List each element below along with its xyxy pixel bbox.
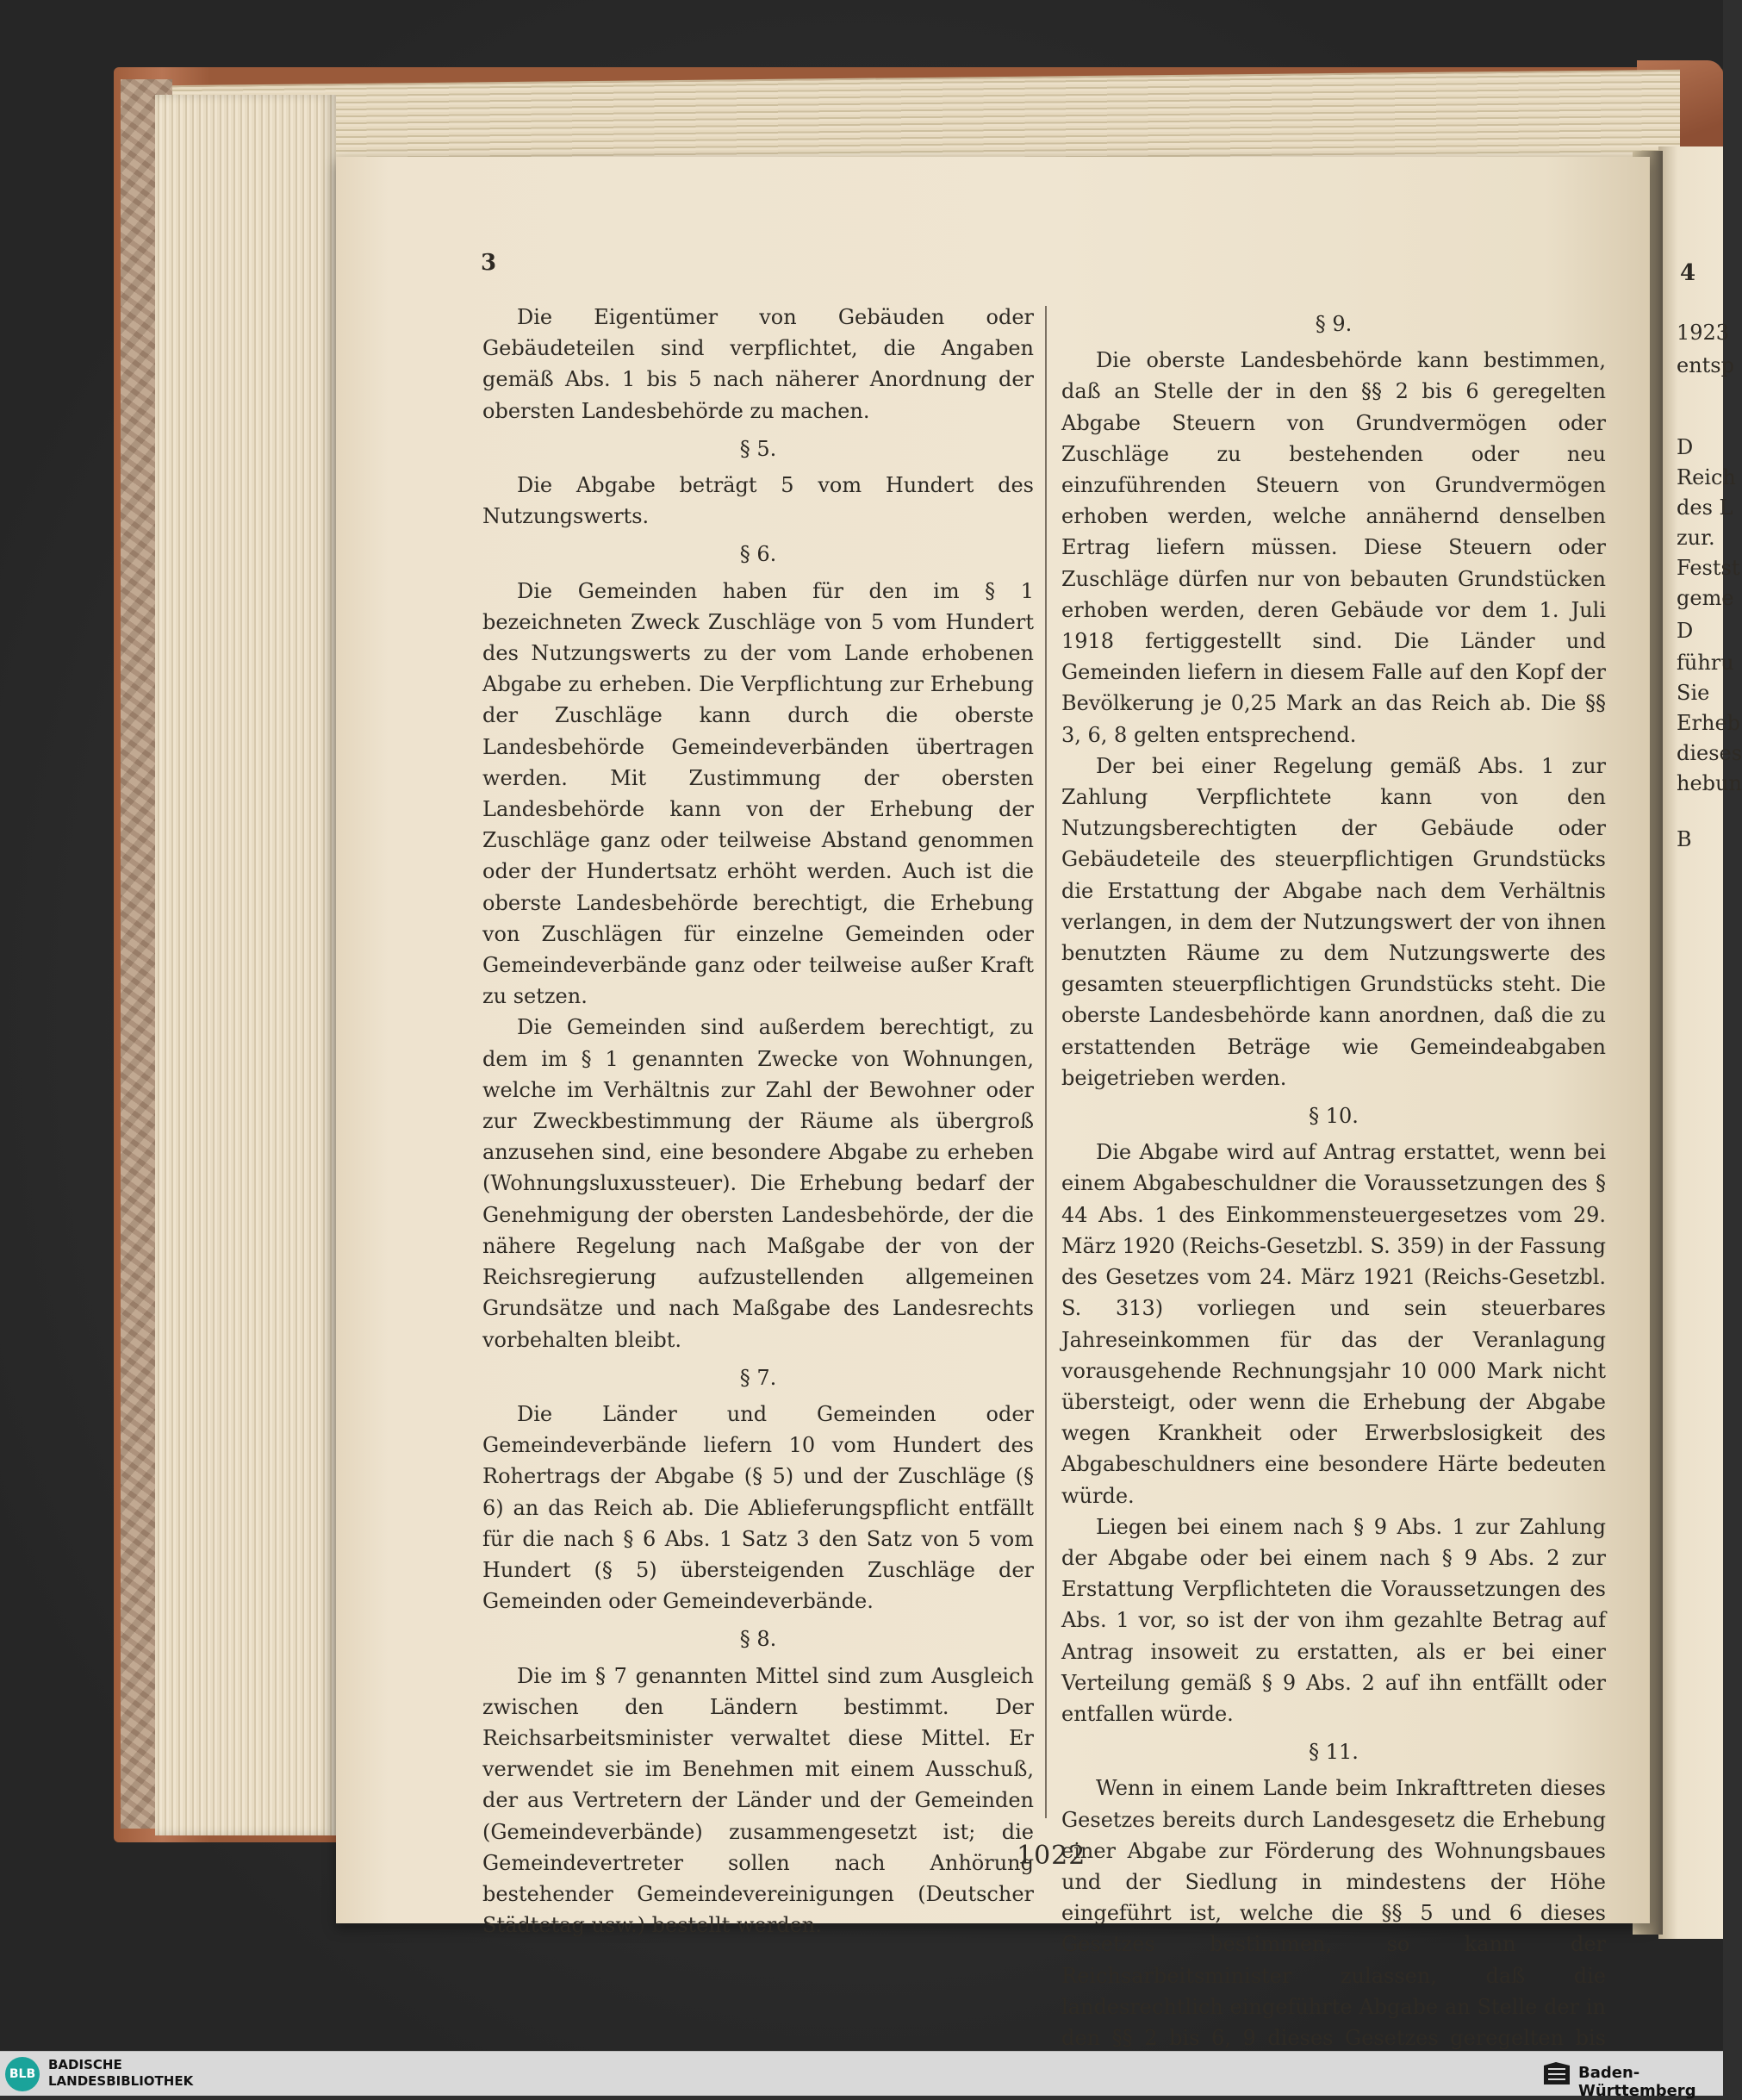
section-heading: § 9.: [1315, 312, 1353, 336]
facing-page-text-fragment: des L: [1677, 495, 1733, 520]
facing-page-number: 4: [1680, 260, 1696, 286]
facing-page-text-fragment: Reich: [1677, 465, 1736, 489]
page-number: 3: [481, 250, 497, 276]
paragraph: Der bei einer Regelung gemäß Abs. 1 zur Zahlung Verpflichtete kann von den Nutzungsberechtigten der Gebäude oder Gebäudeteile des steuerpflichtigen Grundstücks die Erstattung der Abgabe nach dem Verhältnis verlangen, in dem der Nutzungswert der von ihnen benutzten Räume zu dem Nutzungswerte des gesamten steuerpflichtigen Grundstücks steht. Die oberste Landesbehörde kann anordnen, daß die zu erstattenden Beträge wie Gemeindeabgaben beigetrieben werden.: [1061, 753, 1606, 1090]
section-heading: § 8.: [739, 1627, 777, 1652]
bottom-page-number: 1022: [1017, 1841, 1086, 1871]
facing-page-text-fragment: D: [1677, 435, 1694, 459]
facing-page-text-fragment: B: [1677, 827, 1692, 851]
paragraph: Wenn in einem Lande beim Inkrafttreten dieses Gesetzes bereits durch Landesgesetz die Erhebung einer Abgabe zur Förderung des Wohnungsbaues und der Siedlung in mindestens der Höhe eingeführt ist, welche die §§ 5 und 6 dieses Gesetzes bestimmen, so kann der Reichsarbeitsminister zulassen, daß die landesrechtlich eingeführte Abgabe an Stelle der in den §§ 2 bis 6, 9 dieses Gesetzes geregelten bis: [1061, 1776, 1606, 2050]
facing-page-text-fragment: hebun: [1677, 771, 1742, 795]
paragraph: Liegen bei einem nach § 9 Abs. 1 zur Zahlung der Abgabe oder bei einem nach § 9 Abs. 2 zur Erstattung Verpflichteten die Voraussetzungen des Abs. 1 vor, so ist der von ihm gezahlte Betrag auf Antrag insoweit zu erstatten, als er bei einer Verteilung gemäß § 9 Abs. 2 auf ihn entfällt oder entfallen würde.: [1061, 1514, 1606, 1726]
paragraph: Die Abgabe beträgt 5 vom Hundert des Nutzungswerts.: [482, 473, 1034, 529]
facing-page: [1658, 146, 1742, 1939]
column-divider: [1045, 306, 1047, 1818]
facing-page-text-fragment: D: [1677, 619, 1694, 643]
viewer-footer: [0, 2051, 1723, 2100]
section-heading: § 6.: [739, 542, 777, 567]
blb-logo-icon[interactable]: BLB: [5, 2057, 40, 2091]
paragraph: Die Gemeinden haben für den im § 1 bezeichneten Zweck Zuschläge von 5 vom Hundert des Nutzungswerts zu der vom Lande erhobenen Abgabe zu erheben. Die Verpflichtung zur Erhebung der Zuschläge kann durch die oberste Landesbehörde Gemeindeverbänden übertragen werden. Mit Zustimmung der obersten Landesbehörde kann von der Erhebung der Zuschläge ganz oder teilweise Abstand genommen oder der Hundertsatz erhöht werden. Auch ist die oberste Landesbehörde berechtigt, die Erhebung von Zuschlägen für einzelne Gemeinden oder Gemeindeverbände ganz oder teilweise außer Kraft zu setzen.: [482, 578, 1034, 1009]
facing-page-text-fragment: geme: [1677, 586, 1734, 610]
library-name-line1: BADISCHE: [48, 2057, 122, 2072]
left-text-column: [482, 302, 1034, 1941]
facing-page-text-fragment: Sie: [1677, 681, 1710, 705]
facing-page-text-fragment: entsp: [1677, 353, 1734, 377]
right-text-column: [1061, 302, 1606, 2084]
paragraph: Die oberste Landesbehörde kann bestimmen, daß an Stelle der in den §§ 2 bis 6 geregelten Abgabe Steuern von Grundvermögen oder Zuschläge zu bestehenden oder neu einzuführenden Steuern von Grundvermögen erhoben werden, welche annähernd denselben Ertrag liefern müssen. Diese Steuern oder Zuschläge dürfen nur von bebauten Grundstücken erhoben werden, deren Gebäude vor dem 1. Juli 1918 fertiggestellt sind. Die Länder und Gemeinden liefern in diesem Falle auf den Kopf der Bevölkerung je 0,25 Mark an das Reich ab. Die §§ 3, 6, 8 gelten entsprechend.: [1061, 348, 1606, 747]
paragraph: Die Eigentümer von Gebäuden oder Gebäudeteilen sind verpflichtet, die Angaben gemäß Abs. 1 bis 5 nach näherer Anordnung der obersten Landesbehörde zu machen.: [482, 305, 1034, 423]
state-name[interactable]: Baden-Württemberg: [1578, 2064, 1696, 2100]
paragraph: Die im § 7 genannten Mittel sind zum Ausgleich zwischen den Ländern bestimmt. Der Reichsarbeitsminister verwaltet diese Mittel. Er verwendet sie im Benehmen mit einem Ausschuß, der aus Vertretern der Länder und der Gemeinden (Gemeindeverbände) zusammengesetzt ist; die Gemeindevertreter sollen nach Anhörung bestehender Gemeindevereinigungen (Deutscher Städtetag usw.) bestellt werden.: [482, 1663, 1034, 1938]
section-heading: § 7.: [739, 1365, 777, 1390]
paragraph: Die Länder und Gemeinden oder Gemeindeverbände liefern 10 vom Hundert des Rohertrags der Abgabe (§ 5) und der Zuschläge (§ 6) an das Reich ab. Die Ablieferungspflicht entfällt für die nach § 6 Abs. 1 Satz 3 den Satz von 5 vom Hundert (§ 5) übersteigenden Zuschläge der Gemeinden oder Gemeindeverbände.: [482, 1401, 1034, 1614]
facing-page-text-fragment: zur.: [1677, 526, 1715, 550]
library-name-line2: LANDESBIBLIOTHEK: [48, 2073, 194, 2089]
section-heading: § 10.: [1309, 1104, 1359, 1129]
library-name[interactable]: [48, 2057, 193, 2090]
facing-page-text-fragment: 1923: [1677, 321, 1730, 345]
page-block-fore-edge: [155, 95, 336, 1835]
facing-page-text-fragment: dieses: [1677, 741, 1742, 765]
section-heading: § 5.: [739, 436, 777, 461]
baden-wuerttemberg-lions-icon[interactable]: [1540, 2059, 1573, 2090]
section-heading: § 11.: [1309, 1740, 1359, 1765]
paragraph: Die Gemeinden sind außerdem berechtigt, zu dem im § 1 genannten Zwecke von Wohnungen, welche im Verhältnis zur Zahl der Bewohner oder zur Zweckbestimmung der Räume als übergroß anzusehen sind, eine besondere Abgabe zu erheben (Wohnungsluxussteuer). Die Erhebung bedarf der Genehmigung der obersten Landesbehörde, der die nähere Regelung nach Maßgabe der von der Reichsregierung aufzustellenden allgemeinen Grundsätze und nach Maßgabe des Landesrechts vorbehalten bleibt.: [482, 1015, 1034, 1352]
facing-page-text-fragment: Erheb: [1677, 711, 1741, 735]
facing-page-text-fragment: führu: [1677, 651, 1734, 675]
facing-page-text-fragment: Festst: [1677, 556, 1740, 580]
paragraph: Die Abgabe wird auf Antrag erstattet, wenn bei einem Abgabeschuldner die Voraussetzungen des § 44 Abs. 1 des Einkommensteuergesetzes vom 29. März 1920 (Reichs-Gesetzbl. S. 359) in der Fassung des Gesetzes vom 24. März 1921 (Reichs-Gesetzbl. S. 313) vorliegen und sein steuerbares Jahreseinkommen für das der Veranlagung vorausgehende Rechnungsjahr 10 000 Mark nicht übersteigt, oder wenn die Erhebung der Abgabe wegen Krankheit oder Erwerbslosigkeit des Abgabeschuldners eine besondere Härte bedeuten würde.: [1061, 1140, 1606, 1508]
